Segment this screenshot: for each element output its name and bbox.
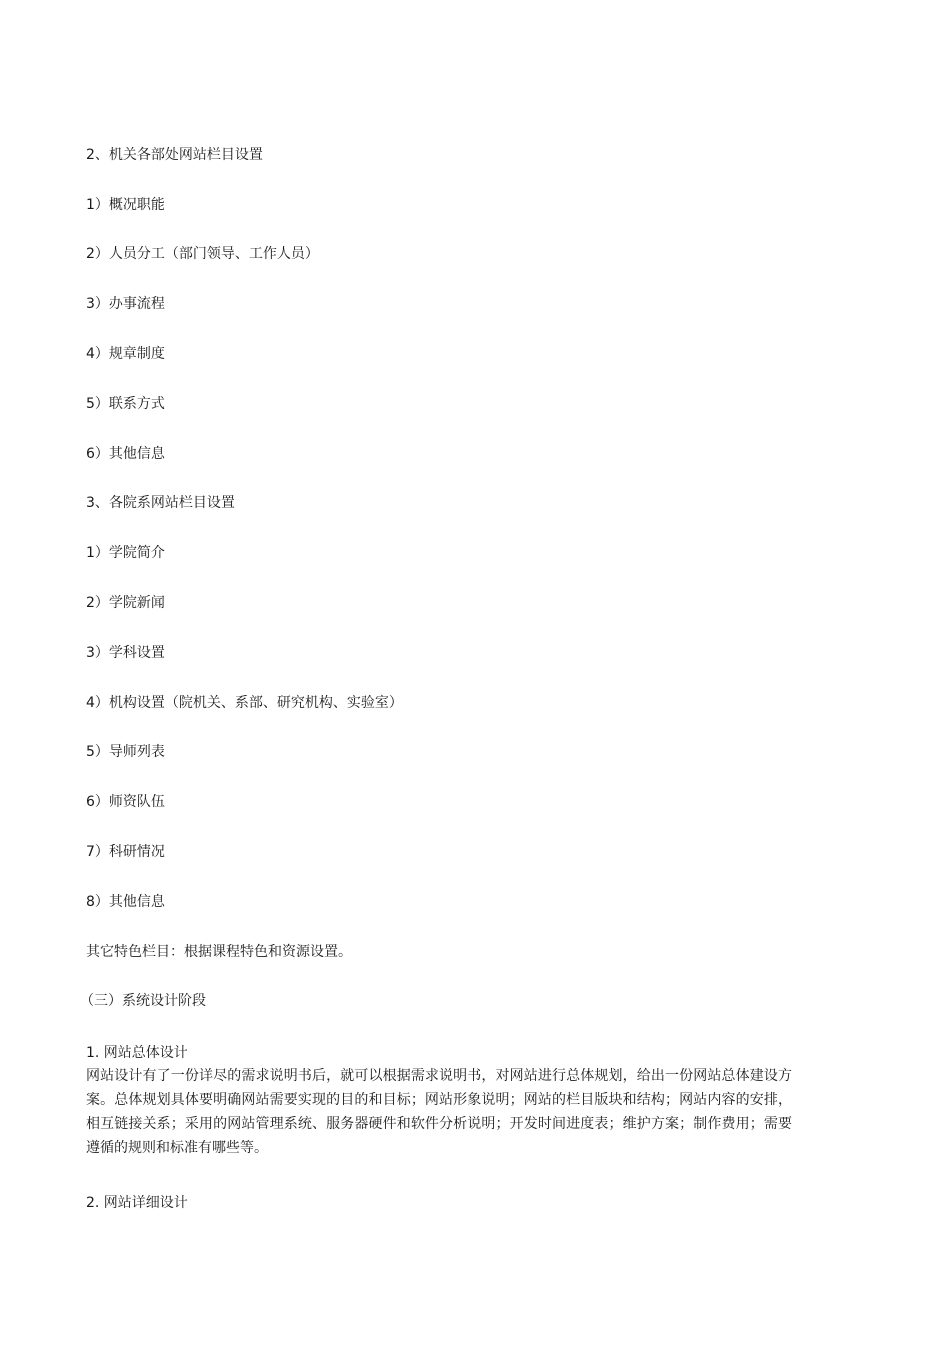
special-columns-note: 其它特色栏目：根据课程特色和资源设置。 <box>86 944 352 960</box>
list-item: 3）学科设置 <box>86 645 165 661</box>
list-item: 4）机构设置（院机关、系部、研究机构、实验室） <box>86 695 403 711</box>
list-item: 6）师资队伍 <box>86 794 165 810</box>
section-heading-college-columns: 3、各院系网站栏目设置 <box>86 495 235 511</box>
subsection-heading-overall-design: 1. 网站总体设计 <box>86 1045 188 1061</box>
stage-heading: （三）系统设计阶段 <box>80 993 206 1009</box>
section-heading-dept-columns: 2、机关各部处网站栏目设置 <box>86 147 263 163</box>
list-item: 3）办事流程 <box>86 296 165 312</box>
list-item: 5）导师列表 <box>86 744 165 760</box>
list-item: 1）学院简介 <box>86 545 165 561</box>
list-item: 7）科研情况 <box>86 844 165 860</box>
list-item: 8）其他信息 <box>86 894 165 910</box>
list-item: 4）规章制度 <box>86 346 165 362</box>
subsection-heading-detailed-design: 2. 网站详细设计 <box>86 1195 188 1211</box>
list-item: 5）联系方式 <box>86 396 165 412</box>
list-item: 2）人员分工（部门领导、工作人员） <box>86 246 319 262</box>
overall-design-paragraph: 网站设计有了一份详尽的需求说明书后，就可以根据需求说明书，对网站进行总体规划，给出一份网站总体建设方案。总体规划具体要明确网站需要实现的目的和目标；网站形象说明；网站的栏目版块和结构；网站内容的安排，相互链接关系；采用的网站管理系统、服务器硬件和软件分析说明；开发时间进度表；维护方案；制作费用；需要遵循的规则和标准有哪些等。 <box>86 1068 792 1156</box>
list-item: 1）概况职能 <box>86 197 165 213</box>
list-item: 6）其他信息 <box>86 446 165 462</box>
list-item: 2）学院新闻 <box>86 595 165 611</box>
